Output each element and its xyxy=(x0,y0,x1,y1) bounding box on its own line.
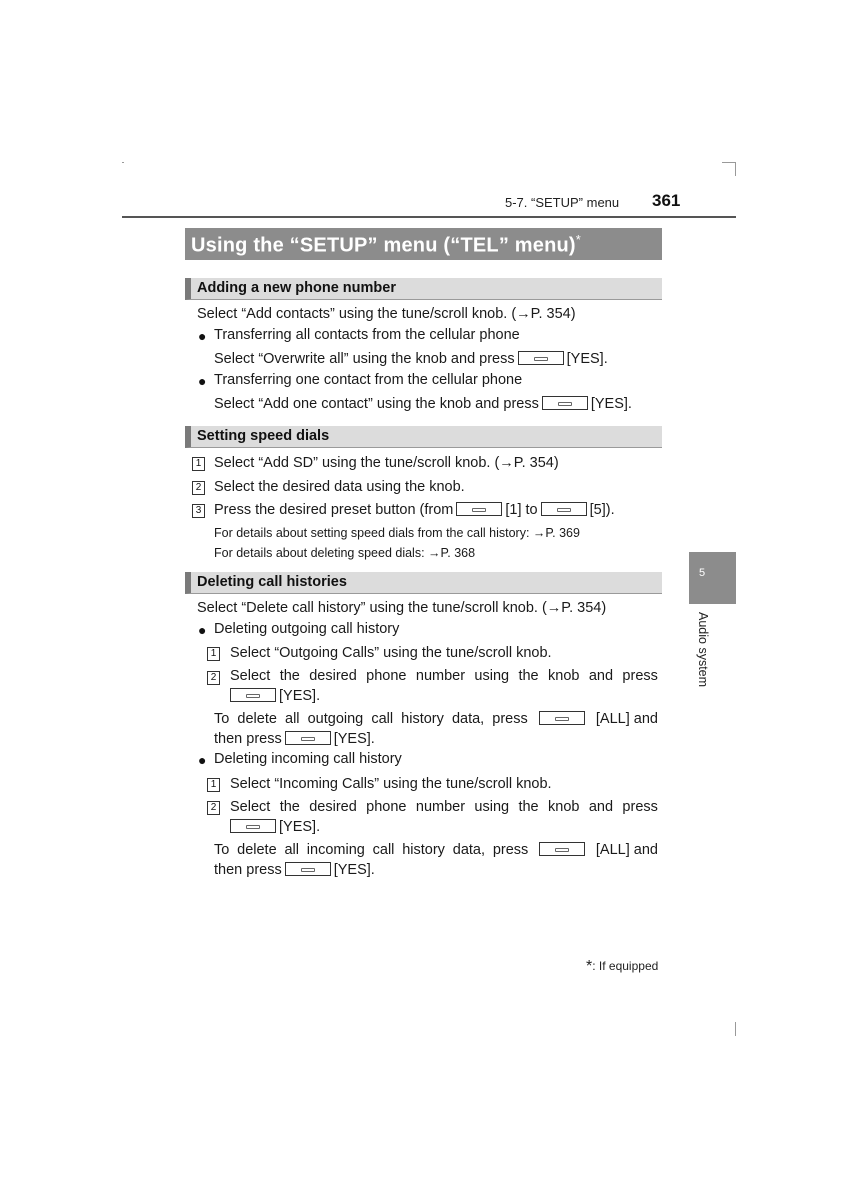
section-heading-text: Setting speed dials xyxy=(197,428,330,444)
instruction-text: [YES]. xyxy=(279,819,321,835)
section-heading-text: Adding a new phone number xyxy=(197,280,396,296)
instruction-text: [YES]. xyxy=(590,396,632,412)
incoming-step-2-cont xyxy=(227,819,320,835)
crop-mark-bottom-right xyxy=(735,1022,736,1036)
word: Select xyxy=(230,668,271,684)
crop-mark-top-right-v xyxy=(735,162,736,176)
chapter-tab-label: Audio system xyxy=(696,612,710,688)
speed-step-2: Select the desired data using the knob. xyxy=(214,479,465,495)
page-title-text: Using the “SETUP” menu (“TEL” menu) xyxy=(191,234,576,257)
word: the xyxy=(279,668,300,684)
crop-mark-left xyxy=(122,162,124,163)
word: press xyxy=(622,668,658,684)
word: history xyxy=(402,842,445,858)
crop-mark-top-right-h xyxy=(722,162,736,163)
footnote xyxy=(586,958,658,976)
instruction-text: [YES]. xyxy=(566,351,608,367)
word: To xyxy=(214,842,230,858)
word: press xyxy=(622,799,658,815)
button-icon xyxy=(230,688,276,702)
transfer-all-instruction xyxy=(214,351,608,367)
bullet-icon: ● xyxy=(198,622,207,638)
step-number-3: 3 xyxy=(192,504,205,518)
section-heading-deleting xyxy=(185,572,662,594)
instruction-text: then press xyxy=(214,731,282,747)
button-icon xyxy=(539,711,585,725)
word: outgoing xyxy=(307,711,364,727)
bullet-title-outgoing: Deleting outgoing call history xyxy=(214,621,400,637)
speed-step-3 xyxy=(214,502,615,518)
outgoing-step-2 xyxy=(230,668,658,684)
section-heading-adding xyxy=(185,278,662,300)
transfer-one-instruction xyxy=(214,396,632,412)
bullet-title-incoming: Deleting incoming call history xyxy=(214,751,402,767)
step-number-2: 2 xyxy=(192,481,205,495)
word: number xyxy=(415,799,466,815)
bullet-icon: ● xyxy=(198,373,207,389)
word: the xyxy=(518,668,539,684)
step-number-2: 2 xyxy=(207,801,220,815)
word: knob xyxy=(548,668,580,684)
word: phone xyxy=(366,668,407,684)
running-header-section: 5-7. “SETUP” menu xyxy=(505,195,620,210)
instruction-text: Select “Overwrite all” using the knob and press xyxy=(214,351,515,367)
button-icon xyxy=(285,862,331,876)
outgoing-delete-all xyxy=(214,711,658,727)
button-icon xyxy=(542,396,588,410)
incoming-delete-all-cont xyxy=(214,862,375,878)
bullet-icon: ● xyxy=(198,328,207,344)
button-icon xyxy=(518,351,564,365)
page-number: 361 xyxy=(652,191,681,210)
outgoing-delete-all-cont xyxy=(214,731,375,747)
instruction-text: [YES]. xyxy=(333,862,375,878)
incoming-delete-all xyxy=(214,842,658,858)
word: the xyxy=(518,799,539,815)
section-heading-text: Deleting call histories xyxy=(197,574,347,590)
instruction-text: Press the desired preset button (from xyxy=(214,502,454,518)
button-icon xyxy=(456,502,502,516)
instruction-text: [5]). xyxy=(589,502,615,518)
button-icon xyxy=(541,502,587,516)
header-rule xyxy=(122,216,736,218)
word: phone xyxy=(366,799,407,815)
word: press xyxy=(492,711,528,727)
word: [ALL] and xyxy=(595,842,658,858)
word: call xyxy=(372,842,395,858)
outgoing-step-2-cont xyxy=(227,688,320,704)
word: To xyxy=(214,711,230,727)
word: using xyxy=(474,668,510,684)
incoming-step-2 xyxy=(230,799,658,815)
instruction-text: [YES]. xyxy=(333,731,375,747)
word: desired xyxy=(309,799,357,815)
word: data, xyxy=(452,842,485,858)
button-icon xyxy=(539,842,585,856)
word: incoming xyxy=(306,842,365,858)
page-title-band xyxy=(185,228,662,260)
word: all xyxy=(284,842,299,858)
incoming-step-1: Select “Incoming Calls” using the tune/scroll knob. xyxy=(230,776,552,792)
word: number xyxy=(415,668,466,684)
bullet-title-transfer-all: Transferring all contacts from the cellular phone xyxy=(214,327,520,343)
word: history xyxy=(401,711,444,727)
deleting-intro: Select “Delete call history” using the tune/scroll knob. (→P. 354) xyxy=(197,600,607,616)
word: [ALL] and xyxy=(595,711,658,727)
word: using xyxy=(474,799,510,815)
bullet-icon: ● xyxy=(198,752,207,768)
instruction-text: [1] to xyxy=(505,502,538,518)
instruction-text: [YES]. xyxy=(279,688,321,704)
word: and xyxy=(588,799,614,815)
word: the xyxy=(279,799,300,815)
step-number-2: 2 xyxy=(207,671,220,685)
footnote-text: : If equipped xyxy=(592,959,659,973)
word: and xyxy=(588,668,614,684)
speed-note-1: For details about setting speed dials from the call history: →P. 369 xyxy=(214,526,580,540)
step-number-1: 1 xyxy=(192,457,205,471)
word: delete xyxy=(237,842,277,858)
adding-intro: Select “Add contacts” using the tune/scroll knob. (→P. 354) xyxy=(197,306,576,322)
instruction-text: then press xyxy=(214,862,282,878)
if-equipped-marker: * xyxy=(575,232,582,247)
word: Select xyxy=(230,799,271,815)
step-number-1: 1 xyxy=(207,647,220,661)
button-icon xyxy=(230,819,276,833)
step-number-1: 1 xyxy=(207,778,220,792)
instruction-text: Select “Add one contact” using the knob and press xyxy=(214,396,539,412)
word: press xyxy=(492,842,529,858)
word: desired xyxy=(309,668,357,684)
speed-step-1: Select “Add SD” using the tune/scroll knob. (→P. 354) xyxy=(214,455,559,471)
word: knob xyxy=(548,799,580,815)
word: all xyxy=(285,711,300,727)
speed-note-2: For details about deleting speed dials: →P. 368 xyxy=(214,546,476,560)
button-icon xyxy=(285,731,331,745)
footnote-marker: * xyxy=(586,958,593,975)
bullet-title-transfer-one: Transferring one contact from the cellular phone xyxy=(214,372,523,388)
outgoing-step-1: Select “Outgoing Calls” using the tune/scroll knob. xyxy=(230,645,552,661)
word: call xyxy=(371,711,394,727)
word: data, xyxy=(451,711,485,727)
page-title xyxy=(191,232,581,258)
chapter-tab-number: 5 xyxy=(699,567,706,579)
section-heading-speed-dials xyxy=(185,426,662,448)
word: delete xyxy=(237,711,277,727)
chapter-tab xyxy=(689,552,736,604)
